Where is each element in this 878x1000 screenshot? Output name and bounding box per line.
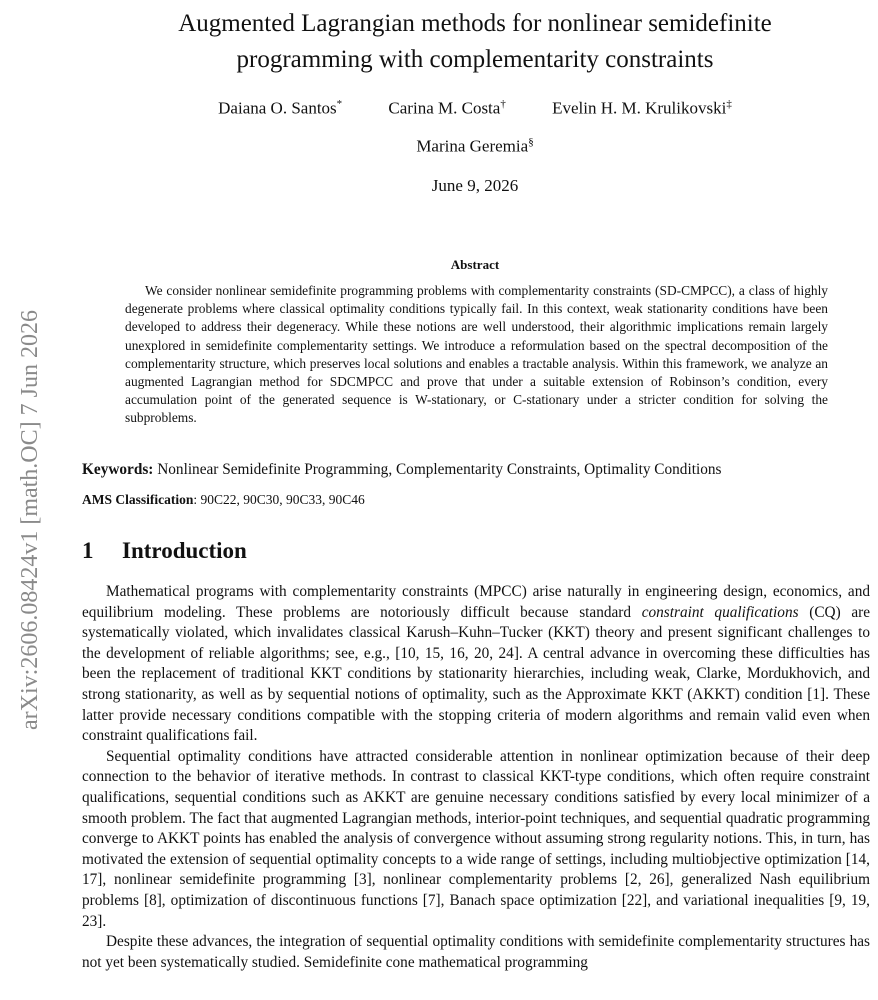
section-title: Introduction: [122, 538, 247, 563]
author-list: [100, 98, 850, 119]
paragraph: Mathematical programs with complementarity constraints (MPCC) arise naturally in engineering design, economics, and equilibrium modeling. These problems are notoriously difficult because standard constraint qualifications (CQ) are systematically violated, which invalidates classical Karush–Kuhn–Tucker (KKT) theory and present significant challenges to the development of reliable algorithms; see, e.g., [10, 15, 16, 20, 24]. A central advance in overcoming these difficulties has been the replacement of traditional KKT conditions by stationarity hierarchies, including weak, Clarke, Mordukhovich, and strong stationarity, as well as by sequential notions of optimality, such as the Approximate KKT (AKKT) condition [1]. These latter provide necessary conditions compatible with the stopping criteria of modern algorithms and remain valid even when constraint qualifications fail.: [82, 583, 870, 745]
section-heading: [82, 538, 247, 564]
keywords: [82, 460, 872, 480]
keywords-text: Nonlinear Semidefinite Programming, Complementarity Constraints, Optimality Conditions: [157, 461, 722, 478]
abstract-text: We consider nonlinear semidefinite programming problems with complementarity constraints (SD-CMPCC), a class of highly degenerate problems where classical optimality conditions typically fail. In this context, weak stationarity conditions have been developed to address their degeneracy. While these notions are well understood, their algorithmic implications remain largely unexplored in semidefinite complementarity settings. We introduce a reformulation based on the spectral decomposition of the complementarity structure, which preserves local solutions and enables a tractable analysis. Within this framework, we analyze an augmented Lagrangian method for SDCMPCC and prove that under a suitable extension of Robinson’s condition, every accumulation point of the generated sequence is W-stationary, or C-stationary under a stricter condition for solving the subproblems.: [125, 283, 828, 426]
author: Daiana O. Santos*: [218, 98, 343, 118]
title-line-2: programming with complementarity constraints: [236, 46, 714, 73]
ams-label: AMS Classification: [82, 492, 194, 507]
author: Marina Geremia§: [416, 136, 534, 156]
keywords-label: Keywords:: [82, 461, 154, 478]
title-line-1: Augmented Lagrangian methods for nonlinear semidefinite: [178, 10, 772, 37]
arxiv-identifier: arXiv:2606.08424v1 [math.OC] 7 Jun 2026: [17, 310, 43, 730]
paper-title: [100, 6, 850, 78]
ams-classification: [82, 490, 872, 510]
paper-date: June 9, 2026: [431, 176, 519, 195]
abstract-heading: Abstract: [450, 257, 500, 272]
ams-text: : 90C22, 90C30, 90C33, 90C46: [193, 492, 365, 507]
author: Evelin H. M. Krulikovski‡: [552, 98, 732, 118]
paragraph: Despite these advances, the integration of sequential optimality conditions with semidefinite complementarity structures has not yet been systematically studied. Semidefinite cone mathematical programming: [82, 933, 870, 971]
author: Carina M. Costa†: [388, 98, 506, 118]
body-text: [82, 582, 870, 973]
section-number: 1: [82, 538, 94, 563]
paragraph: Sequential optimality conditions have attracted considerable attention in nonlinear optimization because of their deep connection to the behavior of iterative methods. In contrast to classical KKT-type conditions, which often require constraint qualifications, sequential conditions such as AKKT are genuine necessary conditions satisfied by every local minimizer of a smooth problem. The fact that augmented Lagrangian methods, interior-point techniques, and sequential quadratic programming converge to AKKT points has enabled the analysis of convergence without assuming strong regularity notions. This, in turn, has motivated the extension of sequential optimality concepts to a wide range of settings, including multiobjective optimization [14, 17], nonlinear semidefinite programming [3], nonlinear complementarity problems [2, 26], generalized Nash equilibrium problems [8], optimization of discontinuous functions [7], Banach space optimization [22], and variational inequalities [9, 19, 23].: [82, 747, 870, 930]
